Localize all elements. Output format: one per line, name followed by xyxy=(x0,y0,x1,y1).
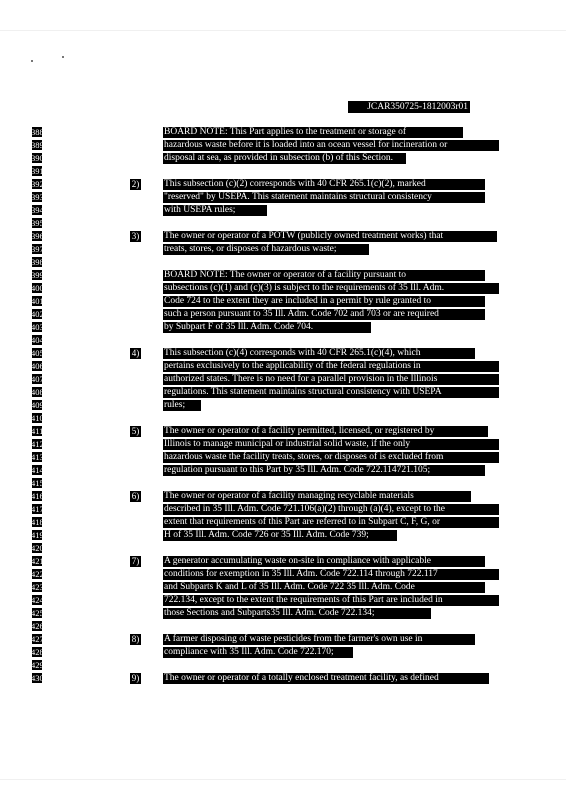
text-line: Code 724 to the extent they are included in a permit by rule granted to xyxy=(163,296,485,307)
line-number: 407 xyxy=(31,374,44,384)
line-number: 410 xyxy=(31,413,44,423)
line-number: 399 xyxy=(31,270,44,280)
line-number: 420 xyxy=(31,543,44,553)
subsection-marker: 5) xyxy=(131,426,140,436)
text-line: with USEPA rules; xyxy=(163,205,267,216)
line-number: 412 xyxy=(31,439,44,449)
text-line: H of 35 Ill. Adm. Code 726 or 35 Ill. Adm. Code 739; xyxy=(163,530,397,541)
line-number: 422 xyxy=(31,569,44,579)
line-number: 388 xyxy=(31,127,44,137)
line-number: 408 xyxy=(31,387,44,397)
text-line: regulation pursuant to this Part by 35 Ill. Adm. Code 722.114721.105; xyxy=(163,465,485,476)
line-number: 390 xyxy=(31,153,44,163)
line-number: 401 xyxy=(31,296,44,306)
text-line: extent that requirements of this Part are referred to in Subpart C, F, G, or xyxy=(163,517,499,528)
text-line: This subsection (c)(4) corresponds with 40 CFR 265.1(c)(4), which xyxy=(163,348,475,359)
line-number: 416 xyxy=(31,491,44,501)
line-number: 406 xyxy=(31,361,44,371)
line-number: 415 xyxy=(31,478,44,488)
line-number: 391 xyxy=(31,166,44,176)
subsection-marker: 7) xyxy=(131,556,140,566)
line-number: 409 xyxy=(31,400,44,410)
text-line: rules; xyxy=(163,400,201,411)
line-number: 396 xyxy=(31,231,44,241)
text-line: The owner or operator of a facility managing recyclable materials xyxy=(163,491,471,502)
text-line: treats, stores, or disposes of hazardous waste; xyxy=(163,244,369,255)
text-line: disposal at sea, as provided in subsection (b) of this Section. xyxy=(163,153,406,164)
line-number: 392 xyxy=(31,179,44,189)
text-line: The owner or operator of a totally enclosed treatment facility, as defined xyxy=(163,673,489,684)
subsection-marker: 2) xyxy=(131,179,140,189)
text-line: pertains exclusively to the applicability of the federal regulations in xyxy=(163,361,499,372)
document-id: JCAR350725-1812003r01 xyxy=(348,101,470,113)
text-line: A farmer disposing of waste pesticides from the farmer's own use in xyxy=(163,634,475,645)
line-number: 417 xyxy=(31,504,44,514)
line-number: 413 xyxy=(31,452,44,462)
line-number: 405 xyxy=(31,348,44,358)
line-number: 402 xyxy=(31,309,44,319)
line-number: 425 xyxy=(31,608,44,618)
text-line: subsections (c)(1) and (c)(3) is subject to the requirements of 35 Ill. Adm. xyxy=(163,283,499,294)
text-line: and Subparts K and L of 35 Ill. Adm. Code 722 35 Ill. Adm. Code xyxy=(163,582,485,593)
text-line: described in 35 Ill. Adm. Code 721.106(a)(2) through (a)(4), except to the xyxy=(163,504,499,515)
line-number: 403 xyxy=(31,322,44,332)
text-line: A generator accumulating waste on-site in compliance with applicable xyxy=(163,556,485,567)
line-number: 426 xyxy=(31,621,44,631)
line-number: 430 xyxy=(31,673,44,683)
text-line: compliance with 35 Ill. Adm. Code 722.170; xyxy=(163,647,353,658)
scan-speck xyxy=(31,60,33,62)
line-number: 428 xyxy=(31,647,44,657)
line-number: 394 xyxy=(31,205,44,215)
header-rule xyxy=(0,30,566,31)
text-line: BOARD NOTE: This Part applies to the treatment or storage of xyxy=(163,127,463,138)
footer-rule xyxy=(0,779,566,780)
subsection-marker: 3) xyxy=(131,231,140,241)
line-number: 404 xyxy=(31,335,44,345)
line-number: 424 xyxy=(31,595,44,605)
scan-speck xyxy=(62,56,64,58)
line-number: 397 xyxy=(31,244,44,254)
text-line: conditions for exemption in 35 Ill. Adm. Code 722.114 through 722.117 xyxy=(163,569,499,580)
line-number: 429 xyxy=(31,660,44,670)
text-line: such a person pursuant to 35 Ill. Adm. Code 702 and 703 or are required xyxy=(163,309,485,320)
text-line: hazardous waste before it is loaded into an ocean vessel for incineration or xyxy=(163,140,499,151)
line-number: 423 xyxy=(31,582,44,592)
line-number: 400 xyxy=(31,283,44,293)
subsection-marker: 9) xyxy=(131,673,140,683)
text-line: hazardous waste the facility treats, stores, or disposes of is excluded from xyxy=(163,452,499,463)
line-number: 419 xyxy=(31,530,44,540)
text-line: regulations. This statement maintains structural consistency with USEPA xyxy=(163,387,499,398)
subsection-marker: 4) xyxy=(131,348,140,358)
text-line: The owner or operator of a POTW (publicly owned treatment works) that xyxy=(163,231,497,242)
text-line: by Subpart F of 35 Ill. Adm. Code 704. xyxy=(163,322,371,333)
text-line: BOARD NOTE: The owner or operator of a facility pursuant to xyxy=(163,270,485,281)
line-number: 414 xyxy=(31,465,44,475)
text-line: authorized states. There is no need for a parallel provision in the Illinois xyxy=(163,374,499,385)
text-line: Illinois to manage municipal or industrial solid waste, if the only xyxy=(163,439,499,450)
line-number: 411 xyxy=(31,426,44,436)
text-line: The owner or operator of a facility permitted, licensed, or registered by xyxy=(163,426,488,437)
line-number: 393 xyxy=(31,192,44,202)
line-number: 418 xyxy=(31,517,44,527)
text-line: 722.134, except to the extent the requirements of this Part are included in xyxy=(163,595,499,606)
text-line: those Sections and Subparts35 Ill. Adm. Code 722.134; xyxy=(163,608,431,619)
line-number: 395 xyxy=(31,218,44,228)
subsection-marker: 8) xyxy=(131,634,140,644)
line-number: 398 xyxy=(31,257,44,267)
line-number: 421 xyxy=(31,556,44,566)
text-line: This subsection (c)(2) corresponds with 40 CFR 265.1(c)(2), marked xyxy=(163,179,485,190)
line-number: 389 xyxy=(31,140,44,150)
line-number: 427 xyxy=(31,634,44,644)
subsection-marker: 6) xyxy=(131,491,140,501)
text-line: "reserved" by USEPA. This statement maintains structural consistency xyxy=(163,192,485,203)
